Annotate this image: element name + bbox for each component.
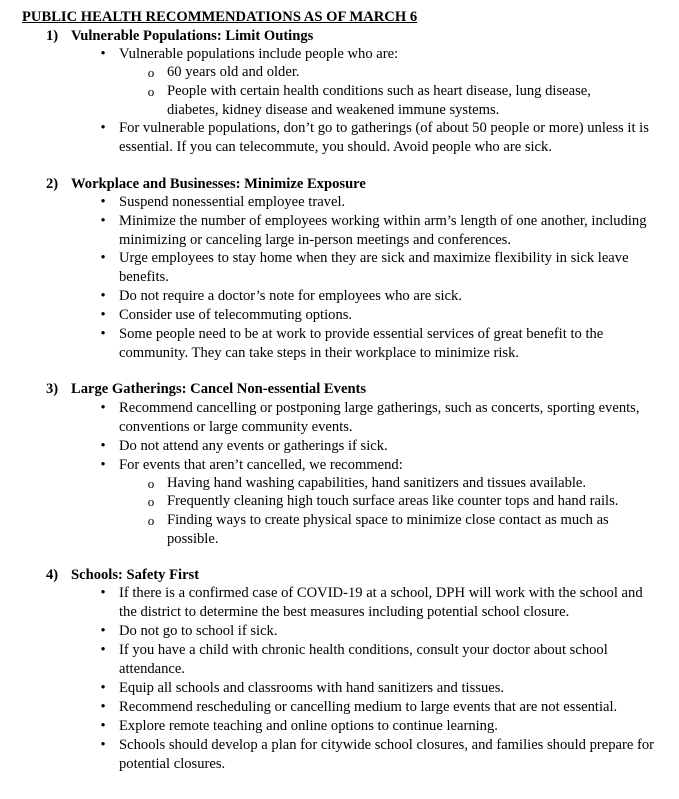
section-number: 1)	[46, 28, 59, 44]
bullet-icon: •	[100, 623, 106, 639]
list-item-text: Suspend nonessential employee travel.	[119, 194, 346, 210]
list-item	[100, 622, 659, 641]
list-item-text: Consider use of telecommuting options.	[119, 307, 353, 323]
bullet-icon: •	[100, 250, 106, 266]
sub-bullet-icon: o	[147, 65, 155, 80]
list-item-text: Do not require a doctor’s note for employees who are sick.	[119, 288, 462, 304]
section-title: Large Gatherings: Cancel Non-essential Events	[71, 381, 367, 397]
sub-list-item-text: People with certain health conditions such as heart disease, lung disease, diabetes, kidney disease and weakened immune systems.	[167, 83, 591, 118]
section-title: Vulnerable Populations: Limit Outings	[71, 28, 314, 44]
sub-list-item-text: Finding ways to create physical space to minimize close contact as much as possible.	[167, 512, 609, 547]
section-title: Workplace and Businesses: Minimize Exposure	[71, 176, 366, 192]
bullet-icon: •	[100, 213, 106, 229]
section-number: 3)	[46, 381, 59, 397]
bullet-icon: •	[100, 194, 106, 210]
list-item	[100, 193, 659, 212]
bullet-icon: •	[100, 642, 106, 658]
list-item-text: Some people need to be at work to provide essential services of great benefit to the community. They can take steps in their workplace to minimize risk.	[119, 326, 604, 361]
list-item-text: If you have a child with chronic health conditions, consult your doctor about school attendance.	[119, 642, 608, 677]
bullet-icon: •	[100, 46, 106, 62]
sub-bullet-icon: o	[147, 513, 155, 528]
list-item-text: Recommend rescheduling or cancelling medium to large events that are not essential.	[119, 699, 618, 715]
list-item-text: Schools should develop a plan for citywide school closures, and families should prepare for potential closures.	[119, 737, 654, 772]
bullet-icon: •	[100, 718, 106, 734]
list-item	[100, 212, 659, 250]
list-item	[100, 287, 659, 306]
list-item-text: Vulnerable populations include people who are:	[119, 46, 399, 62]
section-number: 2)	[46, 176, 59, 192]
sub-bullet-icon: o	[147, 476, 155, 491]
list-item-text: Recommend cancelling or postponing large gatherings, such as concerts, sporting events, conventions or large community events.	[119, 400, 640, 435]
sub-list-item	[147, 474, 637, 493]
list-item-text: For vulnerable populations, don’t go to gatherings (of about 50 people or more) unless it is essential. If you can telecommute, you should. Avoid people who are sick.	[119, 120, 649, 155]
list-item-text: For events that aren’t cancelled, we recommend:	[119, 457, 403, 473]
bullet-icon: •	[100, 400, 106, 416]
list-item	[100, 306, 659, 325]
section-heading-large-gatherings	[46, 380, 366, 399]
list-item	[100, 456, 659, 475]
list-item	[100, 399, 659, 437]
sub-list-item-text: Frequently cleaning high touch surface areas like counter tops and hand rails.	[167, 493, 619, 509]
list-item-text: Do not attend any events or gatherings if sick.	[119, 438, 388, 454]
bullet-icon: •	[100, 288, 106, 304]
sub-list-item	[147, 492, 637, 511]
section-number: 4)	[46, 567, 59, 583]
list-item-text: If there is a confirmed case of COVID-19 at a school, DPH will work with the school and the district to determine the best measures including potential school closure.	[119, 585, 643, 620]
bullet-icon: •	[100, 326, 106, 342]
sub-bullet-icon: o	[147, 494, 155, 509]
list-item-text: Urge employees to stay home when they are sick and maximize flexibility in sick leave benefits.	[119, 250, 629, 285]
bullet-icon: •	[100, 120, 106, 136]
list-item-text: Minimize the number of employees working within arm’s length of one another, including minimizing or canceling large in-person meetings and conferences.	[119, 213, 647, 248]
list-item	[100, 679, 659, 698]
bullet-icon: •	[100, 699, 106, 715]
bullet-icon: •	[100, 438, 106, 454]
list-item-text: Do not go to school if sick.	[119, 623, 278, 639]
bullet-icon: •	[100, 680, 106, 696]
sub-list-item-text: Having hand washing capabilities, hand sanitizers and tissues available.	[167, 475, 587, 491]
list-item	[100, 717, 659, 736]
list-item-text: Explore remote teaching and online options to continue learning.	[119, 718, 498, 734]
section-heading-workplace	[46, 175, 366, 194]
page-title: PUBLIC HEALTH RECOMMENDATIONS AS OF MARCH 6	[22, 9, 418, 25]
list-item	[100, 45, 659, 64]
section-heading-schools	[46, 566, 199, 585]
list-item	[100, 437, 659, 456]
bullet-icon: •	[100, 585, 106, 601]
list-item	[100, 249, 659, 287]
list-item	[100, 119, 659, 157]
sub-list-item	[147, 82, 637, 120]
list-item	[100, 641, 659, 679]
list-item	[100, 325, 659, 363]
bullet-icon: •	[100, 307, 106, 323]
bullet-icon: •	[100, 457, 106, 473]
sub-list-item-text: 60 years old and older.	[167, 64, 300, 80]
list-item	[100, 736, 659, 774]
section-heading-vulnerable-populations	[46, 27, 313, 46]
list-item	[100, 584, 659, 622]
bullet-icon: •	[100, 737, 106, 753]
sub-bullet-icon: o	[147, 84, 155, 99]
section-title: Schools: Safety First	[71, 567, 200, 583]
sub-list-item	[147, 63, 637, 82]
list-item	[100, 698, 659, 717]
sub-list-item	[147, 511, 637, 549]
list-item-text: Equip all schools and classrooms with hand sanitizers and tissues.	[119, 680, 505, 696]
